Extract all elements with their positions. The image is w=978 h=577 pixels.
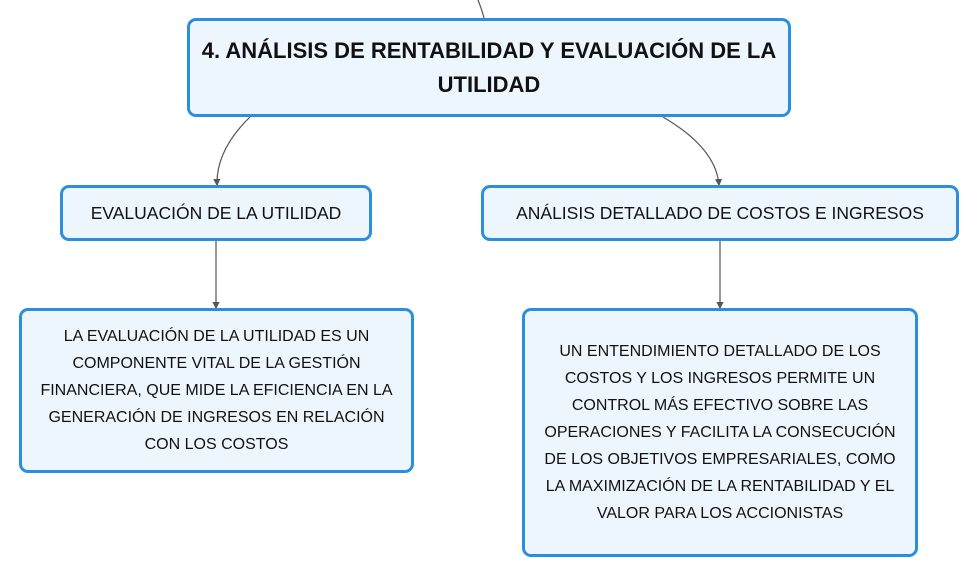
root-topic-title: 4. ANÁLISIS DE RENTABILIDAD Y EVALUACIÓN DE LA UTILIDAD (201, 37, 777, 97)
detail-evaluacion-utilidad-text: LA EVALUACIÓN DE LA UTILIDAD ES UN COMPONENTE VITAL DE LA GESTIÓN FINANCIERA, QUE MIDE LA EFICIENCIA EN LA GENERACIÓN DE INGRESOS EN RELACIÓN CON LOS COSTOS (40, 328, 393, 453)
detail-analisis-costos-ingresos-node[interactable] (522, 308, 918, 557)
connector-from-parent (478, 0, 484, 18)
connector-root-to-left-branch (217, 117, 250, 185)
subtopic-evaluacion-utilidad-title: EVALUACIÓN DE LA UTILIDAD (90, 203, 342, 223)
detail-analisis-costos-ingresos-text: UN ENTENDIMIENTO DETALLADO DE LOS COSTOS Y LOS INGRESOS PERMITE UN CONTROL MÁS EFECTIVO SOBRE LAS OPERACIONES Y FACILITA LA CONSECUCIÓN DE LOS OBJETIVOS EMPRESARIALES, COMO LA MAXIMIZACIÓN DE LA RENTABILIDAD Y EL VALOR PARA LOS ACCIONISTAS (544, 343, 896, 522)
subtopic-analisis-costos-ingresos-node[interactable] (481, 185, 959, 241)
root-topic-node[interactable] (187, 18, 791, 117)
subtopic-evaluacion-utilidad-node[interactable] (60, 185, 372, 241)
subtopic-analisis-costos-ingresos-title: ANÁLISIS DETALLADO DE COSTOS E INGRESOS (516, 203, 924, 223)
detail-evaluacion-utilidad-node[interactable] (19, 308, 414, 473)
connector-root-to-right-branch (663, 117, 719, 185)
